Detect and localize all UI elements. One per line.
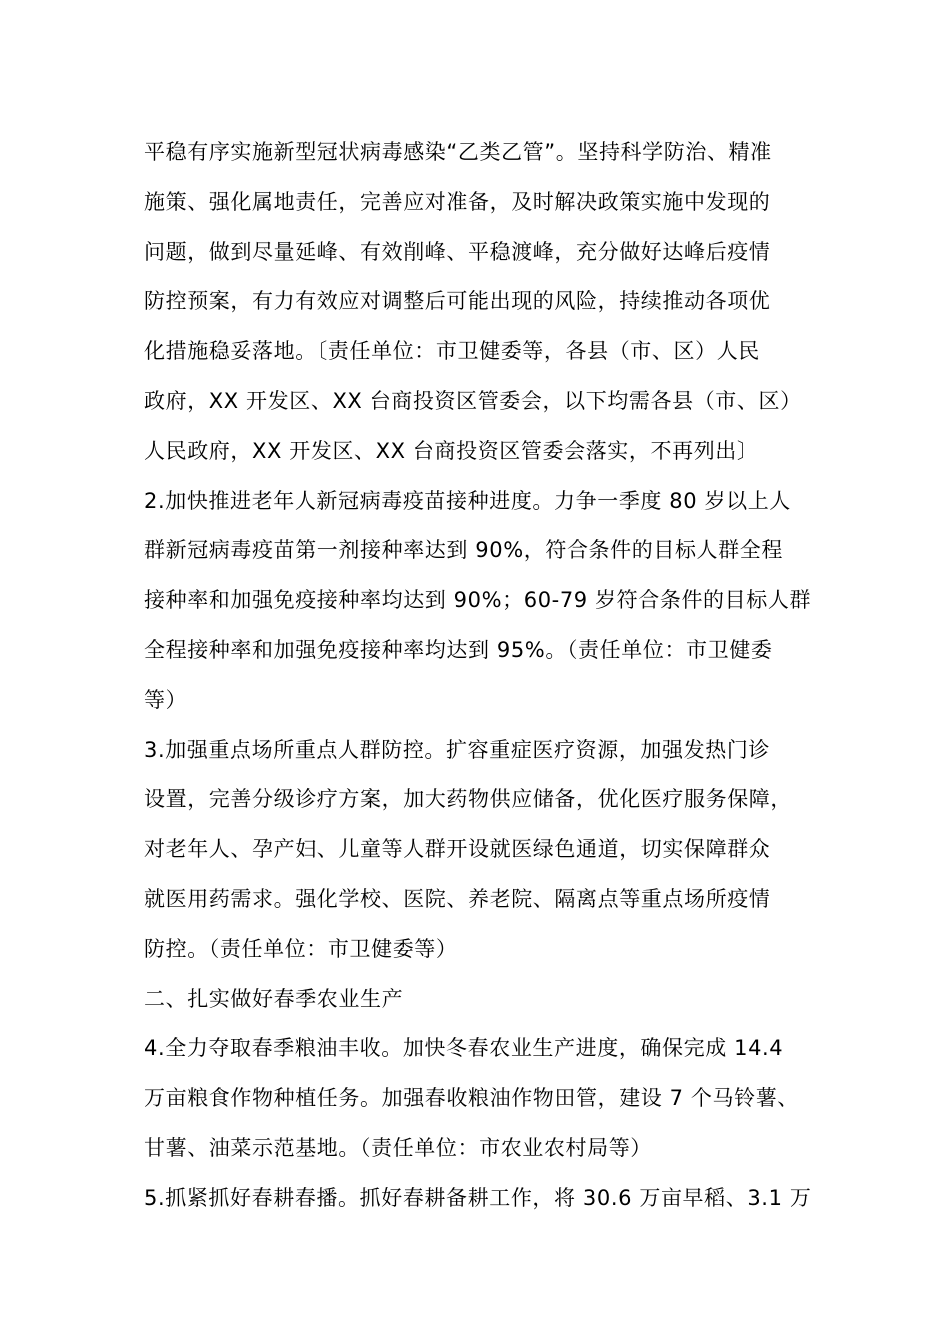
body-line: 设置，完善分级诊疗方案，加大药物供应储备，优化医疗服务保障， <box>144 787 792 812</box>
document-body <box>144 128 844 1224</box>
body-line: 群新冠病毒疫苗第一剂接种率达到 90%，符合条件的目标人群全程 <box>144 538 783 563</box>
body-line: 接种率和加强免疫接种率均达到 90%；60-79 岁符合条件的目标人群 <box>144 588 812 613</box>
item-5-heading-line: 5.抓紧抓好春耕春播。抓好春耕备耕工作，将 30.6 万亩早稻、3.1 万 <box>144 1185 812 1210</box>
body-line: 平稳有序实施新型冠状病毒感染“乙类乙管”。坚持科学防治、精准 <box>144 140 772 164</box>
item-2-heading-line: 2.加快推进老年人新冠病毒疫苗接种进度。力争一季度 80 岁以上人 <box>144 488 791 513</box>
body-line: 万亩粮食作物种植任务。加强春收粮油作物田管，建设 7 个马铃薯、 <box>144 1086 799 1111</box>
item-3-heading-line: 3.加强重点场所重点人群防控。扩容重症医疗资源，加强发热门诊 <box>144 737 771 762</box>
body-line: 问题，做到尽量延峰、有效削峰、平稳渡峰，充分做好达峰后疫情 <box>144 239 771 264</box>
body-line: 甘薯、油菜示范基地。（责任单位：市农业农村局等） <box>144 1135 652 1160</box>
body-line: 化措施稳妥落地。〔责任单位：市卫健委等，各县（市、区）人民 <box>144 339 760 364</box>
body-line: 防控预案，有力有效应对调整后可能出现的风险，持续推动各项优 <box>144 289 771 314</box>
section-heading: 二、扎实做好春季农业生产 <box>144 986 404 1011</box>
body-line: 等） <box>144 687 188 712</box>
body-line: 政府，XX 开发区、XX 台商投资区管委会，以下均需各县（市、区） <box>144 388 802 413</box>
body-line: 防控。（责任单位：市卫健委等） <box>144 936 458 961</box>
body-line: 就医用药需求。强化学校、医院、养老院、隔离点等重点场所疫情 <box>144 886 771 911</box>
body-line: 人民政府，XX 开发区、XX 台商投资区管委会落实，不再列出〕 <box>144 438 759 463</box>
body-line: 对老年人、孕产妇、儿童等人群开设就医绿色通道，切实保障群众 <box>144 837 771 862</box>
item-4-heading-line: 4.全力夺取春季粮油丰收。加快冬春农业生产进度，确保完成 14.4 <box>144 1036 784 1061</box>
body-line: 施策、强化属地责任，完善应对准备，及时解决政策实施中发现的 <box>144 189 771 214</box>
body-line: 全程接种率和加强免疫接种率均达到 95%。（责任单位：市卫健委 <box>144 637 773 662</box>
